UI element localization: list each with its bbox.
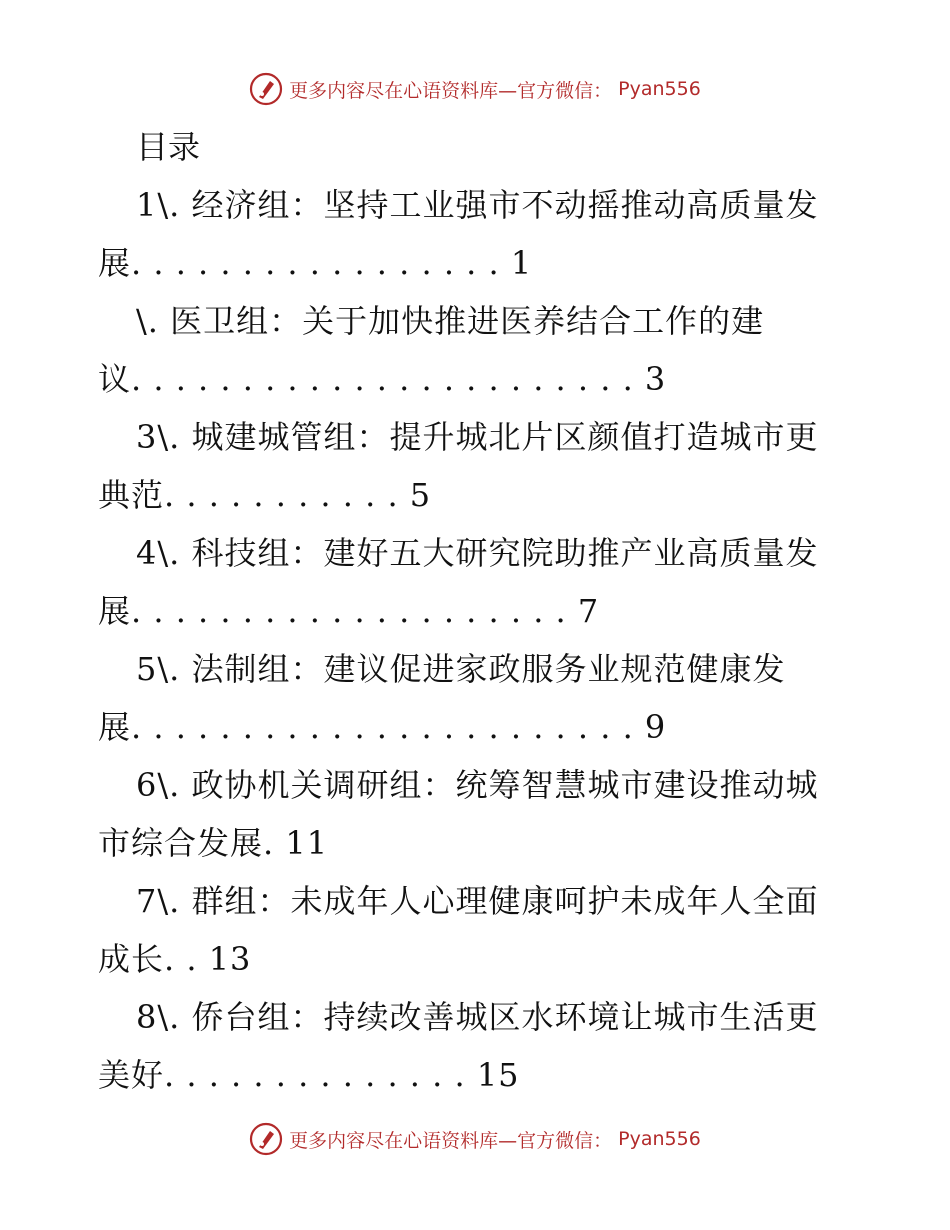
watermark-wechat-id: Pyan556 — [618, 1128, 701, 1150]
toc-entry-page: 市综合发展. 11 — [98, 824, 329, 862]
toc-entry-page: 议. . . . . . . . . . . . . . . . . . . . . . . 3 — [98, 360, 667, 398]
toc-entry — [98, 524, 858, 640]
toc-entry-page: 美好. . . . . . . . . . . . . . 15 — [98, 1056, 520, 1094]
toc-entry — [98, 872, 858, 988]
watermark-text: 更多内容尽在心语资料库—官方微信： — [289, 79, 613, 102]
toc-entry-page: 成长. . 13 — [98, 940, 252, 978]
toc-entry — [98, 756, 858, 872]
toc-entry-title: \. 医卫组：关于加快推进医养结合工作的建 — [136, 302, 765, 340]
toc-entry-title: 7\. 群组：未成年人心理健康呵护未成年人全面 — [136, 882, 819, 920]
watermark-text: 更多内容尽在心语资料库—官方微信： — [289, 1129, 613, 1152]
toc-entry-page: 典范. . . . . . . . . . . 5 — [98, 476, 432, 514]
toc-title: 目录 — [136, 128, 201, 166]
toc-entry-page: 展. . . . . . . . . . . . . . . . . . . . 7 — [98, 592, 600, 630]
toc-entry — [98, 176, 858, 292]
watermark-wechat-id: Pyan556 — [618, 78, 701, 100]
watermark-header — [0, 72, 950, 106]
toc-entry-title: 8\. 侨台组：持续改善城区水环境让城市生活更 — [136, 998, 819, 1036]
toc-entry — [98, 408, 858, 524]
watermark-footer — [0, 1122, 950, 1156]
toc-entry-title: 1\. 经济组：坚持工业强市不动摇推动高质量发 — [136, 186, 819, 224]
toc-entry-page: 展. . . . . . . . . . . . . . . . . . . . . . . 9 — [98, 708, 667, 746]
toc-entry — [98, 292, 858, 408]
toc-entry-title: 4\. 科技组：建好五大研究院助推产业高质量发 — [136, 534, 819, 572]
toc-entry-title: 6\. 政协机关调研组：统筹智慧城市建设推动城 — [136, 766, 819, 804]
toc-entry — [98, 640, 858, 756]
pen-nib-logo-icon — [249, 1122, 283, 1156]
toc-section — [98, 118, 858, 1104]
pen-nib-logo-icon — [249, 72, 283, 106]
toc-entry-title: 5\. 法制组：建议促进家政服务业规范健康发 — [136, 650, 786, 688]
toc-entry-page: 展. . . . . . . . . . . . . . . . . 1 — [98, 244, 533, 282]
toc-entry-title: 3\. 城建城管组：提升城北片区颜值打造城市更 — [136, 418, 819, 456]
toc-entry — [98, 988, 858, 1104]
